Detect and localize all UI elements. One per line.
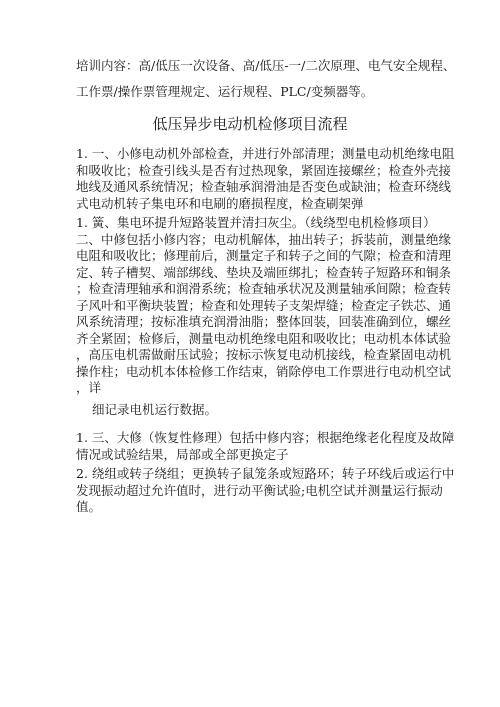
section-5-line: 2. 绕组或转子绕组；更换转子鼠笼条或短路环；转子环线后或运行中	[76, 466, 455, 481]
section-4-line: 1. 三、大修（恢复性修理）包括中修内容；根据绝缘老化程度及故障	[76, 430, 455, 445]
section-1-line: 1. 一、小修电动机外部检查，并进行外部清理；测量电动机绝缘电阻	[76, 146, 455, 161]
section-4-line: 情况或试验结果，局部或全部更换定子	[76, 446, 289, 462]
section-2-line: ，详	[76, 380, 102, 395]
section-5-paragraph	[76, 466, 455, 516]
section-2-paragraph	[76, 215, 452, 397]
section-2-line: 风系统清理；按标准填充润滑油脂；整体回装，回装准确到位，螺丝	[76, 314, 452, 329]
section-2-line: 定、转子槽契、端部绑线、垫块及端匝绑扎；检查转子短路环和铜条	[76, 264, 452, 280]
section-3-line: 细记录电机运行数据。	[92, 402, 218, 417]
section-2-line: 齐全紧固；检修后，测量电动机绝缘电阻和吸收比；电动机本体试验	[76, 330, 452, 346]
section-2-line: 1. 簧、集电环提升短路装置并清扫灰尘。（线绕型电机检修项目）	[76, 215, 436, 230]
section-1-line: 地线及通风系统情况；检查轴承润滑油是否变色或缺油；检查环绕线	[76, 179, 452, 194]
section-5-line: 发现振动超过允许值时，进行动平衡试验;电机空试并测量运行振动	[76, 482, 443, 498]
document-title: 低压异步电动机检修项目流程	[152, 115, 348, 133]
intro-line-1: 培训内容：高/低压一次设备、高/低压-一/二次原理、电气安全规程、	[76, 58, 456, 73]
section-1-line: 式电动机转子集电环和电刷的磨损程度，检查刷架弹	[76, 195, 364, 211]
section-2-line: 子风叶和平衡块装置；检查和处理转子支架焊缝；检查定子铁芯、通	[76, 297, 452, 313]
section-1-line: 和吸收比；检查引线头是否有过热现象，紧固连接螺丝；检查外壳接	[76, 162, 452, 178]
section-2-line: ；检查清理轴承和润滑系统；检查轴承状况及测量轴承间隙；检查转	[76, 281, 452, 296]
section-4-paragraph	[76, 430, 455, 463]
section-2-line: 电阻和吸收比；修理前后，测量定子和转子之间的气隙；检查和清理	[76, 248, 452, 263]
intro-line-2: 工作票/操作票管理规定、运行规程、PLC/变频器等。	[76, 84, 374, 99]
section-5-line: 值。	[76, 499, 102, 514]
section-2-line: ，高压电机需做耐压试验；按标示恢复电动机接线，检查紧固电动机	[76, 347, 452, 362]
section-1-paragraph	[76, 146, 455, 212]
section-2-line: 二、中修包括小修内容；电动机解体，抽出转子；拆装前，测量绝缘	[76, 231, 452, 247]
section-2-line: 操作柱；电动机本体检修工作结束，销除停电工作票进行电动机空试	[76, 363, 452, 379]
